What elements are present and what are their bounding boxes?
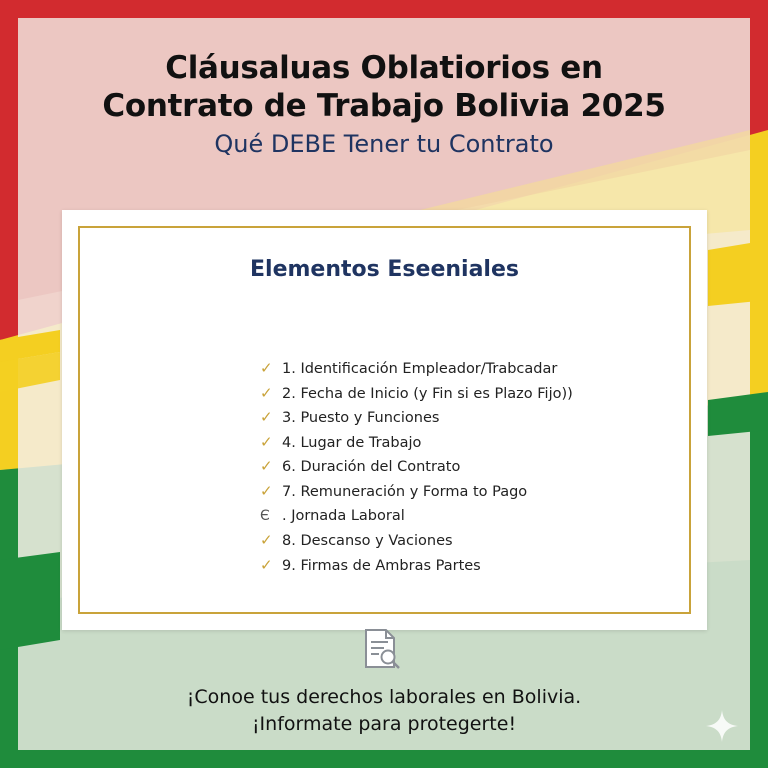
list-item-text: 3. Puesto y Funciones — [282, 410, 440, 427]
list-item — [260, 454, 573, 479]
list-item-text: . Jornada Laboral — [282, 507, 405, 524]
sparkle-icon — [702, 706, 742, 746]
check-icon: ✓ — [260, 457, 273, 476]
list-item-text: 2. Fecha de Inicio (y Fin si es Plazo Fijo)) — [282, 385, 573, 402]
list-item-text: 6. Duración del Contrato — [282, 459, 461, 476]
card-heading: Elementos Eseeniales — [250, 257, 519, 282]
list-item — [260, 553, 573, 578]
check-icon: ✓ — [260, 359, 273, 377]
list-item-text: 1. Identificación Empleador/Trabcadar — [282, 361, 558, 377]
list-item — [260, 504, 573, 529]
check-icon: ✓ — [260, 383, 273, 402]
document-search-icon — [360, 627, 404, 671]
check-icon: ✓ — [260, 432, 273, 451]
check-icon: ✓ — [260, 555, 273, 574]
list-item-text: 8. Descanso y Vaciones — [282, 533, 453, 550]
check-icon: ✓ — [260, 481, 273, 500]
list-item — [260, 479, 573, 504]
check-icon: ✓ — [260, 531, 273, 550]
check-icon: Є — [260, 507, 270, 524]
clause-list — [260, 356, 573, 577]
footer-line-1: ¡Conoe tus derechos laborales en Bolivia. — [186, 686, 582, 708]
list-item — [260, 528, 573, 553]
check-icon: ✓ — [260, 408, 273, 427]
list-item-text: 4. Lugar de Trabajo — [282, 434, 422, 451]
list-item — [260, 356, 573, 381]
list-item-text: 7. Remuneración y Forma to Pago — [282, 483, 528, 500]
page-title-line-2: Contrato de Trabajo Bolivia 2025 — [102, 88, 666, 124]
page-subtitle: Qué DEBE Tener tu Contrato — [214, 130, 554, 158]
list-item — [260, 381, 573, 406]
footer-line-2: ¡Informate para protegerte! — [251, 713, 517, 735]
page-title-line-1: Cláusaluas Oblatiorios en — [165, 50, 603, 86]
list-item — [260, 430, 573, 455]
list-item-text: 9. Firmas de Ambras Partes — [282, 557, 481, 574]
list-item — [260, 405, 573, 430]
elements-card — [62, 210, 707, 630]
